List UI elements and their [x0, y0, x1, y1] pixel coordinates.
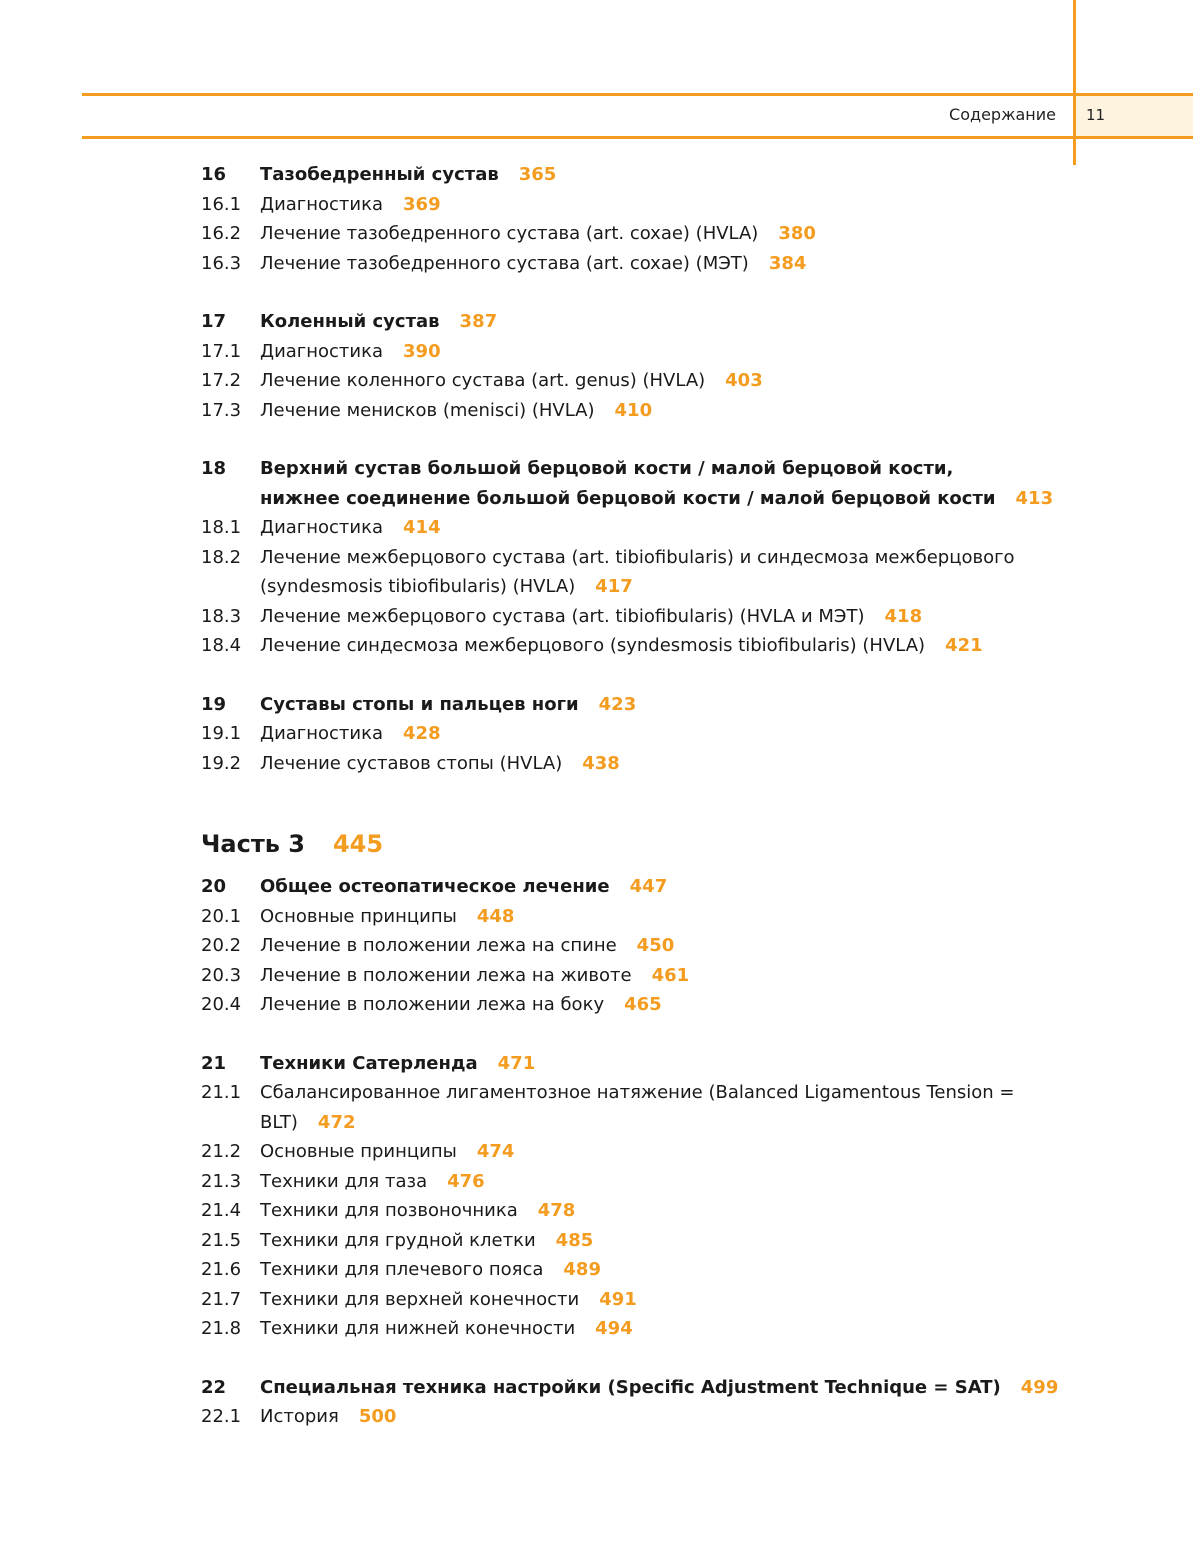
toc-section: [201, 902, 1101, 932]
chapter-number: 20: [201, 876, 227, 897]
toc-chapter: [201, 690, 1101, 720]
section-number: 21.6: [201, 1259, 242, 1280]
section-number: 21.1: [201, 1082, 242, 1103]
section-number: 17.3: [201, 399, 242, 421]
toc-section: [201, 631, 1101, 661]
toc-chapter: [201, 1049, 1101, 1079]
page-ref: 423: [598, 693, 637, 715]
page-ref: 387: [459, 311, 498, 332]
running-title: Содержание: [949, 105, 1056, 124]
section-number: 18.2: [201, 546, 242, 568]
toc-chapter: [201, 1373, 1101, 1403]
section-title: Техники для таза: [260, 1170, 428, 1192]
chapter-title: Тазобедренный сустав: [260, 164, 499, 185]
section-title: История: [260, 1406, 339, 1427]
page-ref: 380: [778, 223, 816, 244]
section-title: Основные принципы: [260, 1141, 457, 1162]
page-ref: 474: [476, 1141, 515, 1162]
page-ref: 438: [582, 752, 620, 774]
page-ref: 494: [595, 1318, 633, 1339]
toc-section: [201, 1196, 1101, 1226]
page-ref: 390: [403, 340, 441, 362]
section-number: 20.3: [201, 964, 242, 986]
section-title: Техники для грудной клетки: [260, 1229, 536, 1251]
section-title: Лечение межберцового сустава (art. tibiofibularis) (HVLA и МЭТ): [260, 605, 865, 627]
page-ref: 418: [884, 605, 923, 627]
page-ref: 428: [403, 723, 441, 744]
section-number: 19.1: [201, 723, 242, 744]
page-ref: 417: [595, 576, 633, 597]
chapter-number: 19: [201, 693, 227, 715]
chapter-title: Специальная техника настройки (Specific Adjustment Technique = SAT): [260, 1376, 1001, 1398]
section-title: Сбалансированное лигаментозное натяжение (Balanced Ligamentous Tension = BLT): [260, 1082, 1015, 1133]
section-title: Диагностика: [260, 723, 384, 744]
toc-section: [201, 1314, 1101, 1344]
toc-chapter: [201, 307, 1101, 337]
toc-section: [201, 961, 1101, 991]
section-number: 16.1: [201, 193, 242, 215]
toc-chapter-continued: [201, 484, 1101, 514]
section-title: Лечение в положении лежа на боку: [260, 994, 605, 1015]
table-of-contents: [201, 160, 1101, 1432]
page-ref: 471: [497, 1052, 536, 1074]
section-number: 21.4: [201, 1200, 242, 1221]
toc-section: [201, 1167, 1101, 1197]
page-ref: 472: [317, 1111, 356, 1133]
toc-chapter: [201, 160, 1101, 190]
toc-section: [201, 543, 1101, 573]
toc-section: [201, 1078, 1101, 1137]
chapter-number: 16: [201, 164, 227, 185]
section-title: Лечение тазобедренного сустава (art. coxae) (HVLA): [260, 223, 759, 244]
section-title: Техники для позвоночника: [260, 1200, 518, 1221]
toc-part-heading: [201, 824, 1101, 864]
toc-section: [201, 749, 1101, 779]
section-title: Техники для нижней конечности: [260, 1318, 576, 1339]
section-number: 17.2: [201, 370, 242, 391]
page-ref: 500: [358, 1406, 397, 1427]
page-ref: 445: [332, 830, 384, 858]
section-number: 19.2: [201, 752, 242, 774]
toc-section: [201, 219, 1101, 249]
section-title: Диагностика: [260, 517, 384, 538]
toc-section: [201, 602, 1101, 632]
chapter-title-line1: Верхний сустав большой берцовой кости / малой берцовой кости,: [260, 458, 954, 479]
page-ref: 410: [614, 399, 653, 421]
page-number: 11: [1086, 106, 1106, 124]
section-number: 21.5: [201, 1229, 242, 1251]
chapter-title: Суставы стопы и пальцев ноги: [260, 693, 579, 715]
toc-chapter: [201, 454, 1101, 484]
page-ref: 414: [403, 517, 441, 538]
toc-section: [201, 396, 1101, 426]
section-title: Лечение в положении лежа на спине: [260, 935, 617, 956]
chapter-number: 18: [201, 458, 227, 479]
part-label: Часть 3: [201, 830, 305, 858]
section-number: 17.1: [201, 340, 242, 362]
section-title: Лечение менисков (menisci) (HVLA): [260, 399, 595, 421]
section-number: 18.1: [201, 517, 242, 538]
page-ref: 450: [636, 935, 675, 956]
chapter-title: Общее остеопатическое лечение: [260, 876, 610, 897]
section-number: 20.1: [201, 905, 242, 927]
header-bottom-rule: [82, 136, 1193, 139]
page-ref: 499: [1020, 1376, 1059, 1398]
header-vertical-rule: [1073, 0, 1076, 165]
section-number: 18.3: [201, 605, 242, 627]
page-ref: 489: [563, 1259, 601, 1280]
page-ref: 384: [768, 252, 807, 274]
page-ref: 491: [599, 1288, 637, 1310]
chapter-title: Коленный сустав: [260, 311, 440, 332]
toc-section: [201, 1285, 1101, 1315]
section-title: Техники для плечевого пояса: [260, 1259, 544, 1280]
section-number: 21.3: [201, 1170, 242, 1192]
toc-section: [201, 190, 1101, 220]
section-title: Лечение тазобедренного сустава (art. coxae) (МЭТ): [260, 252, 749, 274]
toc-section-continued: [201, 572, 1101, 602]
page-ref: 448: [476, 905, 515, 927]
chapter-title-line2: нижнее соединение большой берцовой кости / малой берцовой кости: [260, 487, 996, 509]
chapter-title: Техники Сатерленда: [260, 1052, 478, 1074]
toc-section: [201, 1402, 1101, 1432]
section-number: 21.2: [201, 1141, 242, 1162]
page-ref: 365: [518, 164, 557, 185]
page-ref: 461: [651, 964, 690, 986]
page-ref: 485: [555, 1229, 594, 1251]
toc-section: [201, 719, 1101, 749]
section-title-line1: Лечение межберцового сустава (art. tibiofibularis) и синдесмоза межберцового: [260, 546, 1015, 568]
toc-section: [201, 337, 1101, 367]
section-number: 22.1: [201, 1406, 242, 1427]
page-ref: 478: [537, 1200, 576, 1221]
section-number: 21.7: [201, 1288, 242, 1310]
section-number: 16.2: [201, 223, 242, 244]
toc-section: [201, 366, 1101, 396]
section-title: Диагностика: [260, 340, 384, 362]
section-number: 21.8: [201, 1318, 242, 1339]
section-number: 16.3: [201, 252, 242, 274]
toc-section: [201, 513, 1101, 543]
toc-chapter: [201, 872, 1101, 902]
section-title: Лечение в положении лежа на животе: [260, 964, 632, 986]
toc-section: [201, 1255, 1101, 1285]
section-title-line2: (syndesmosis tibiofibularis) (HVLA): [260, 576, 576, 597]
toc-section: [201, 990, 1101, 1020]
section-title: Лечение синдесмоза межберцового (syndesmosis tibiofibularis) (HVLA): [260, 635, 926, 656]
section-number: 18.4: [201, 635, 242, 656]
section-title: Лечение коленного сустава (art. genus) (HVLA): [260, 370, 706, 391]
section-number: 20.2: [201, 935, 242, 956]
page-ref: 403: [725, 370, 763, 391]
page-ref: 447: [629, 876, 668, 897]
section-title: Диагностика: [260, 193, 384, 215]
toc-section: [201, 931, 1101, 961]
chapter-number: 21: [201, 1052, 227, 1074]
toc-section: [201, 1137, 1101, 1167]
header-top-rule: [82, 93, 1193, 96]
section-title: Техники для верхней конечности: [260, 1288, 580, 1310]
section-number: 20.4: [201, 994, 242, 1015]
toc-section: [201, 1226, 1101, 1256]
page-ref: 421: [945, 635, 983, 656]
page-ref: 476: [447, 1170, 485, 1192]
chapter-number: 22: [201, 1376, 227, 1398]
page-ref: 413: [1015, 487, 1054, 509]
page-ref: 465: [624, 994, 662, 1015]
section-title: Лечение суставов стопы (HVLA): [260, 752, 563, 774]
page-ref: 369: [403, 193, 441, 215]
chapter-number: 17: [201, 311, 227, 332]
section-title: Основные принципы: [260, 905, 457, 927]
toc-section: [201, 249, 1101, 279]
